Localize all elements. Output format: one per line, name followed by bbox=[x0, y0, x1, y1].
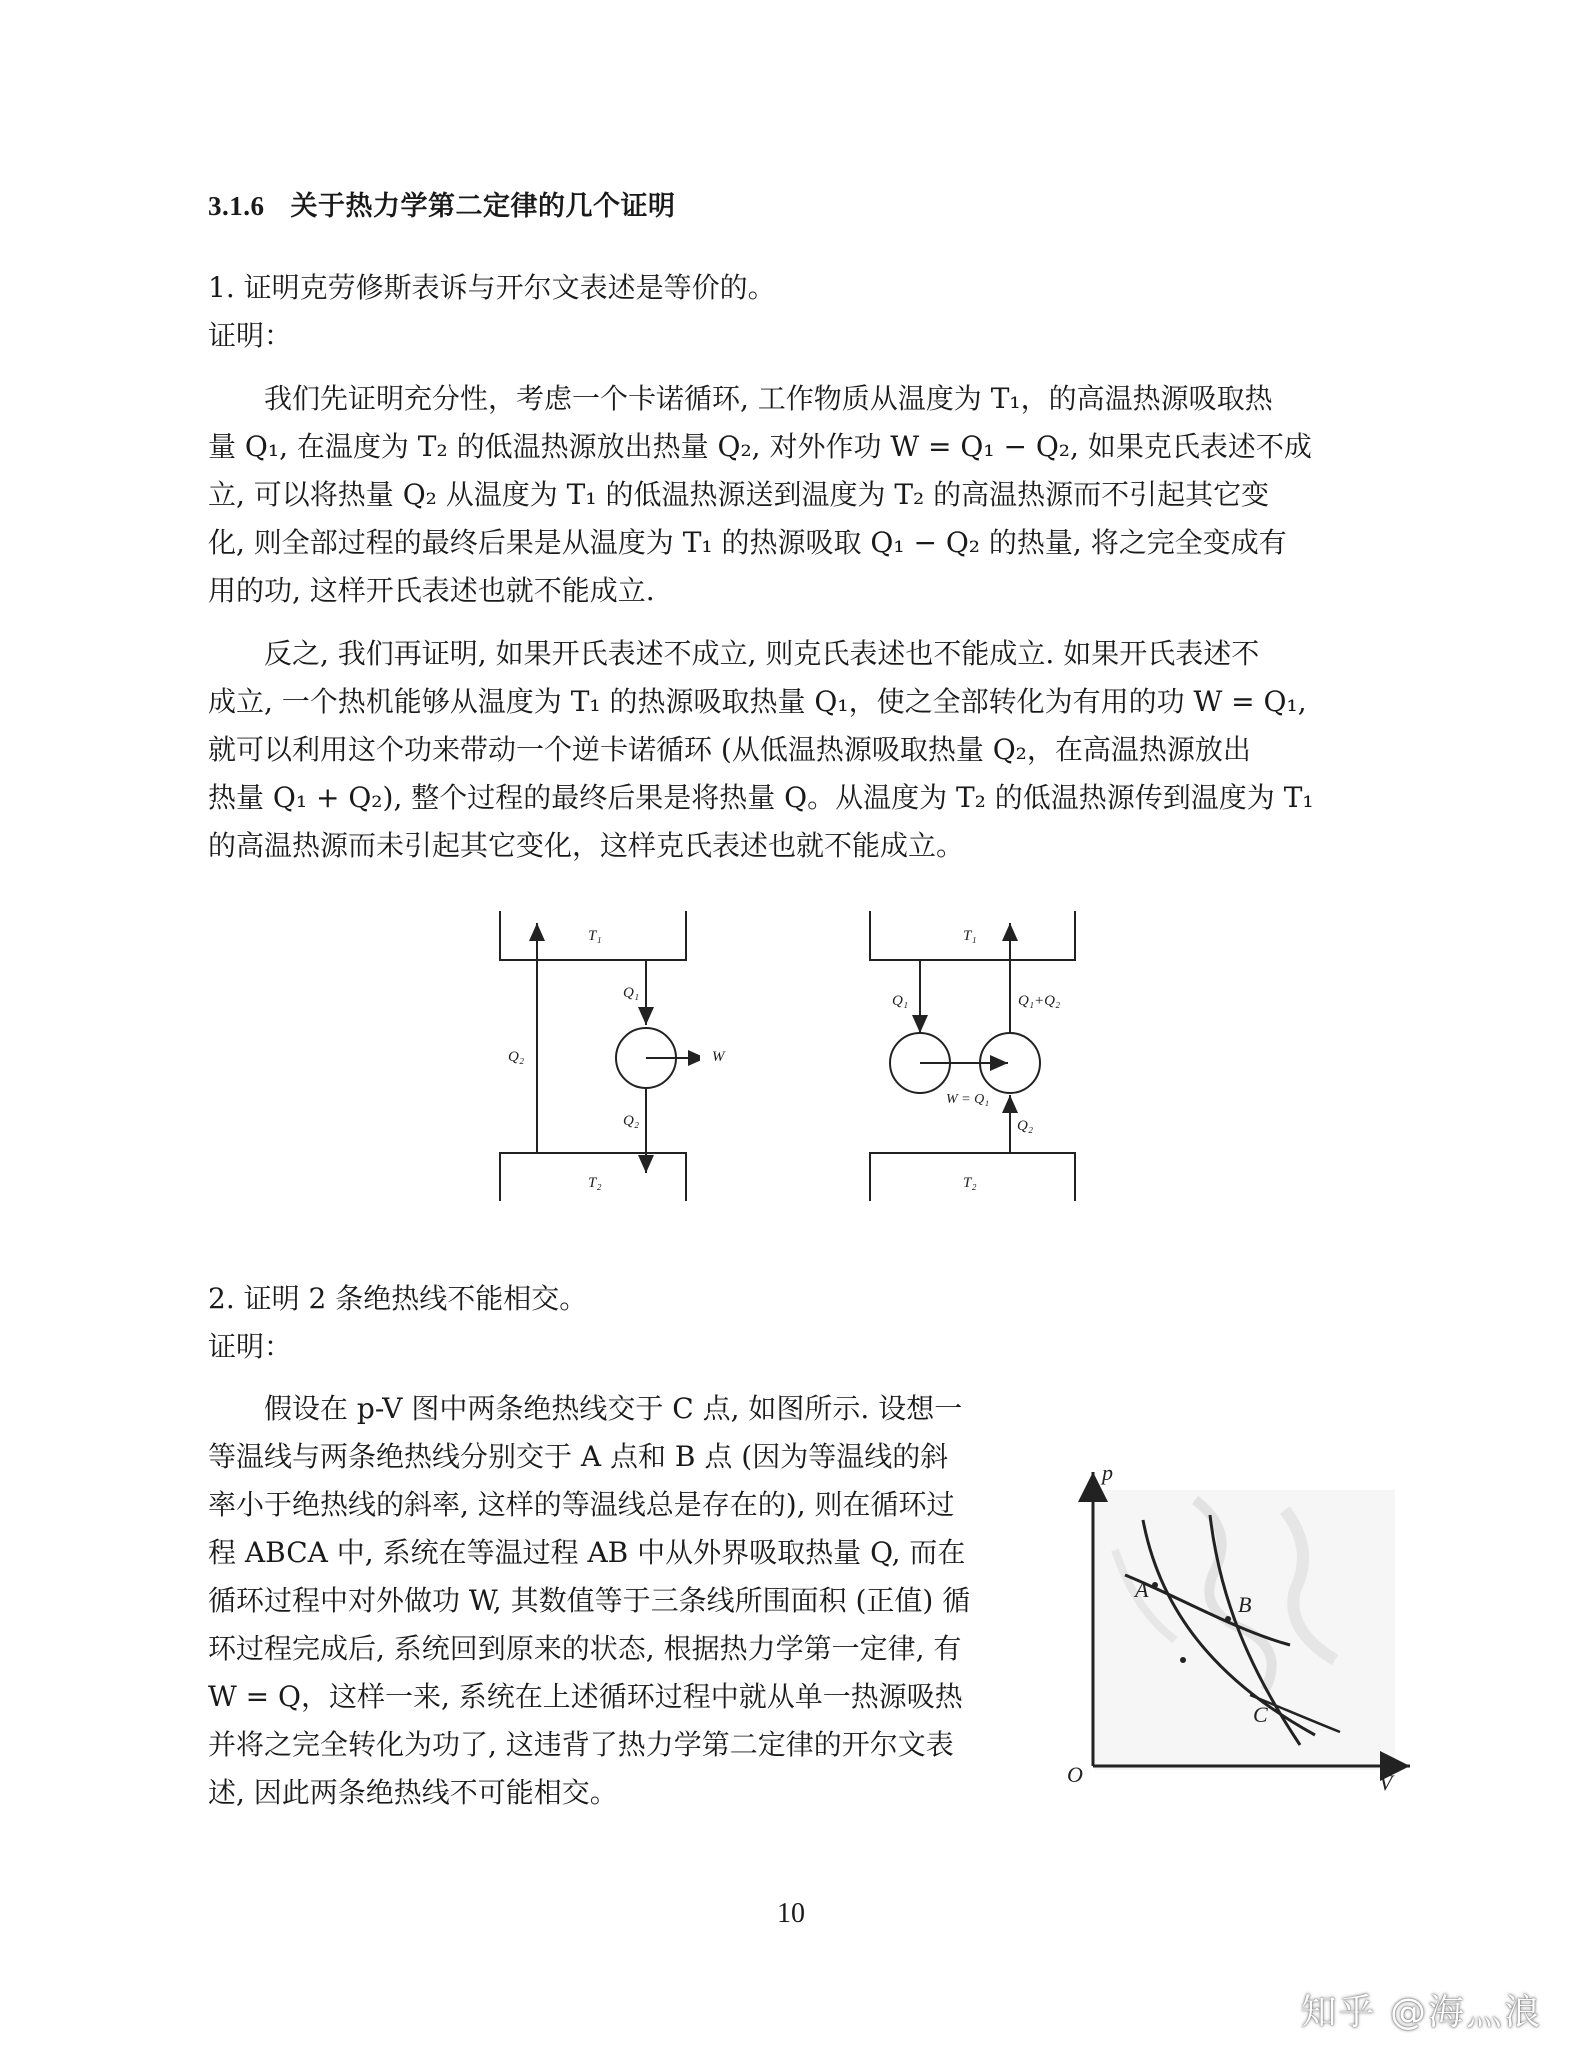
p2-line: 的高温热源而未引起其它变化，这样克氏表述也就不能成立。 bbox=[208, 829, 965, 862]
problem2-statement: 2. 证明 2 条绝热线不能相交。 bbox=[208, 1282, 588, 1315]
p3-line: W = Q，这样一来, 系统在上述循环过程中就从单一热源吸热 bbox=[208, 1680, 963, 1713]
p3-line: 率小于绝热线的斜率, 这样的等温线总是存在的), 则在循环过 bbox=[208, 1488, 955, 1521]
point-label-C: C bbox=[1253, 1702, 1268, 1727]
p1-line: 我们先证明充分性，考虑一个卡诺循环, 工作物质从温度为 T₁，的高温热源吸取热 bbox=[264, 382, 1273, 415]
axis-label-p: p bbox=[1102, 1460, 1113, 1485]
p3-line: 假设在 p-V 图中两条绝热线交于 C 点, 如图所示. 设想一 bbox=[264, 1392, 963, 1425]
refrigerator-diagram bbox=[860, 905, 1080, 1207]
heat-engine-diagram bbox=[490, 905, 700, 1207]
point-label-B: B bbox=[1238, 1592, 1252, 1617]
p3-line: 程 ABCA 中, 系统在等温过程 AB 中从外界吸取热量 Q, 而在 bbox=[208, 1536, 966, 1569]
label-T1: T₁ bbox=[963, 928, 977, 944]
p3-line: 等温线与两条绝热线分别交于 A 点和 B 点 (因为等温线的斜 bbox=[208, 1440, 949, 1473]
axis-label-V: V bbox=[1379, 1770, 1393, 1795]
problem2-proof-label: 证明： bbox=[208, 1330, 293, 1363]
section-number: 3.1.6 bbox=[208, 191, 265, 221]
p3-line: 述, 因此两条绝热线不可能相交。 bbox=[208, 1776, 618, 1809]
p2-line: 反之, 我们再证明, 如果开氏表述不成立, 则克氏表述也不能成立. 如果开氏表述不 bbox=[264, 637, 1260, 670]
watermark: 知乎 @海灬浪 bbox=[1300, 1992, 1542, 2033]
label-Q1-plus-Q2: Q₁+Q₂ bbox=[1018, 993, 1061, 1009]
point-label-A: A bbox=[1135, 1577, 1149, 1602]
section-heading bbox=[208, 184, 676, 223]
label-W: W bbox=[712, 1049, 725, 1065]
problem1-proof-label: 证明： bbox=[208, 319, 293, 352]
label-Q1: Q₁ bbox=[623, 985, 640, 1001]
label-Q2-bottom: Q₂ bbox=[623, 1113, 640, 1129]
p1-line: 量 Q₁, 在温度为 T₂ 的低温热源放出热量 Q₂, 对外作功 W = Q₁ − Q₂, 如果克氏表述不成 bbox=[208, 430, 1312, 463]
label-T2: T₂ bbox=[588, 1175, 602, 1191]
p3-line: 环过程完成后, 系统回到原来的状态, 根据热力学第一定律, 有 bbox=[208, 1632, 962, 1665]
p2-line: 成立, 一个热机能够从温度为 T₁ 的热源吸取热量 Q₁，使之全部转化为有用的功 W = Q₁, bbox=[208, 685, 1307, 718]
pv-diagram bbox=[1055, 1460, 1415, 1800]
page-number: 10 bbox=[777, 1898, 805, 1929]
p3-line: 并将之完全转化为功了, 这违背了热力学第二定律的开尔文表 bbox=[208, 1728, 954, 1761]
label-T2: T₂ bbox=[963, 1175, 977, 1191]
section-title: 关于热力学第二定律的几个证明 bbox=[290, 191, 676, 222]
label-Q2-left: Q₂ bbox=[508, 1049, 525, 1065]
p1-line: 化, 则全部过程的最终后果是从温度为 T₁ 的热源吸取 Q₁ − Q₂ 的热量, 将之完全变成有 bbox=[208, 526, 1287, 559]
label-Q2: Q₂ bbox=[1017, 1118, 1034, 1134]
p1-line: 用的功, 这样开氏表述也就不能成立. bbox=[208, 574, 655, 607]
p3-line: 循环过程中对外做功 W, 其数值等于三条线所围面积 (正值) 循 bbox=[208, 1584, 971, 1617]
problem1-paragraph2 bbox=[208, 630, 1378, 870]
label-Q1: Q₁ bbox=[892, 993, 909, 1009]
problem2-paragraph bbox=[208, 1385, 1038, 1817]
p2-line: 热量 Q₁ + Q₂), 整个过程的最终后果是将热量 Q。从温度为 T₂ 的低温热源传到温度为 T₁ bbox=[208, 781, 1314, 814]
label-W-equals-Q1: W = Q₁ bbox=[946, 1092, 990, 1107]
p1-line: 立, 可以将热量 Q₂ 从温度为 T₁ 的低温热源送到温度为 T₂ 的高温热源而不引起其它变 bbox=[208, 478, 1270, 511]
p2-line: 就可以利用这个功来带动一个逆卡诺循环 (从低温热源吸取热量 Q₂，在高温热源放出 bbox=[208, 733, 1251, 766]
problem1-paragraph1 bbox=[208, 375, 1378, 615]
problem1-statement: 1. 证明克劳修斯表诉与开尔文表述是等价的。 bbox=[208, 271, 776, 304]
origin-label: O bbox=[1067, 1762, 1083, 1787]
label-T1: T₁ bbox=[588, 928, 602, 944]
